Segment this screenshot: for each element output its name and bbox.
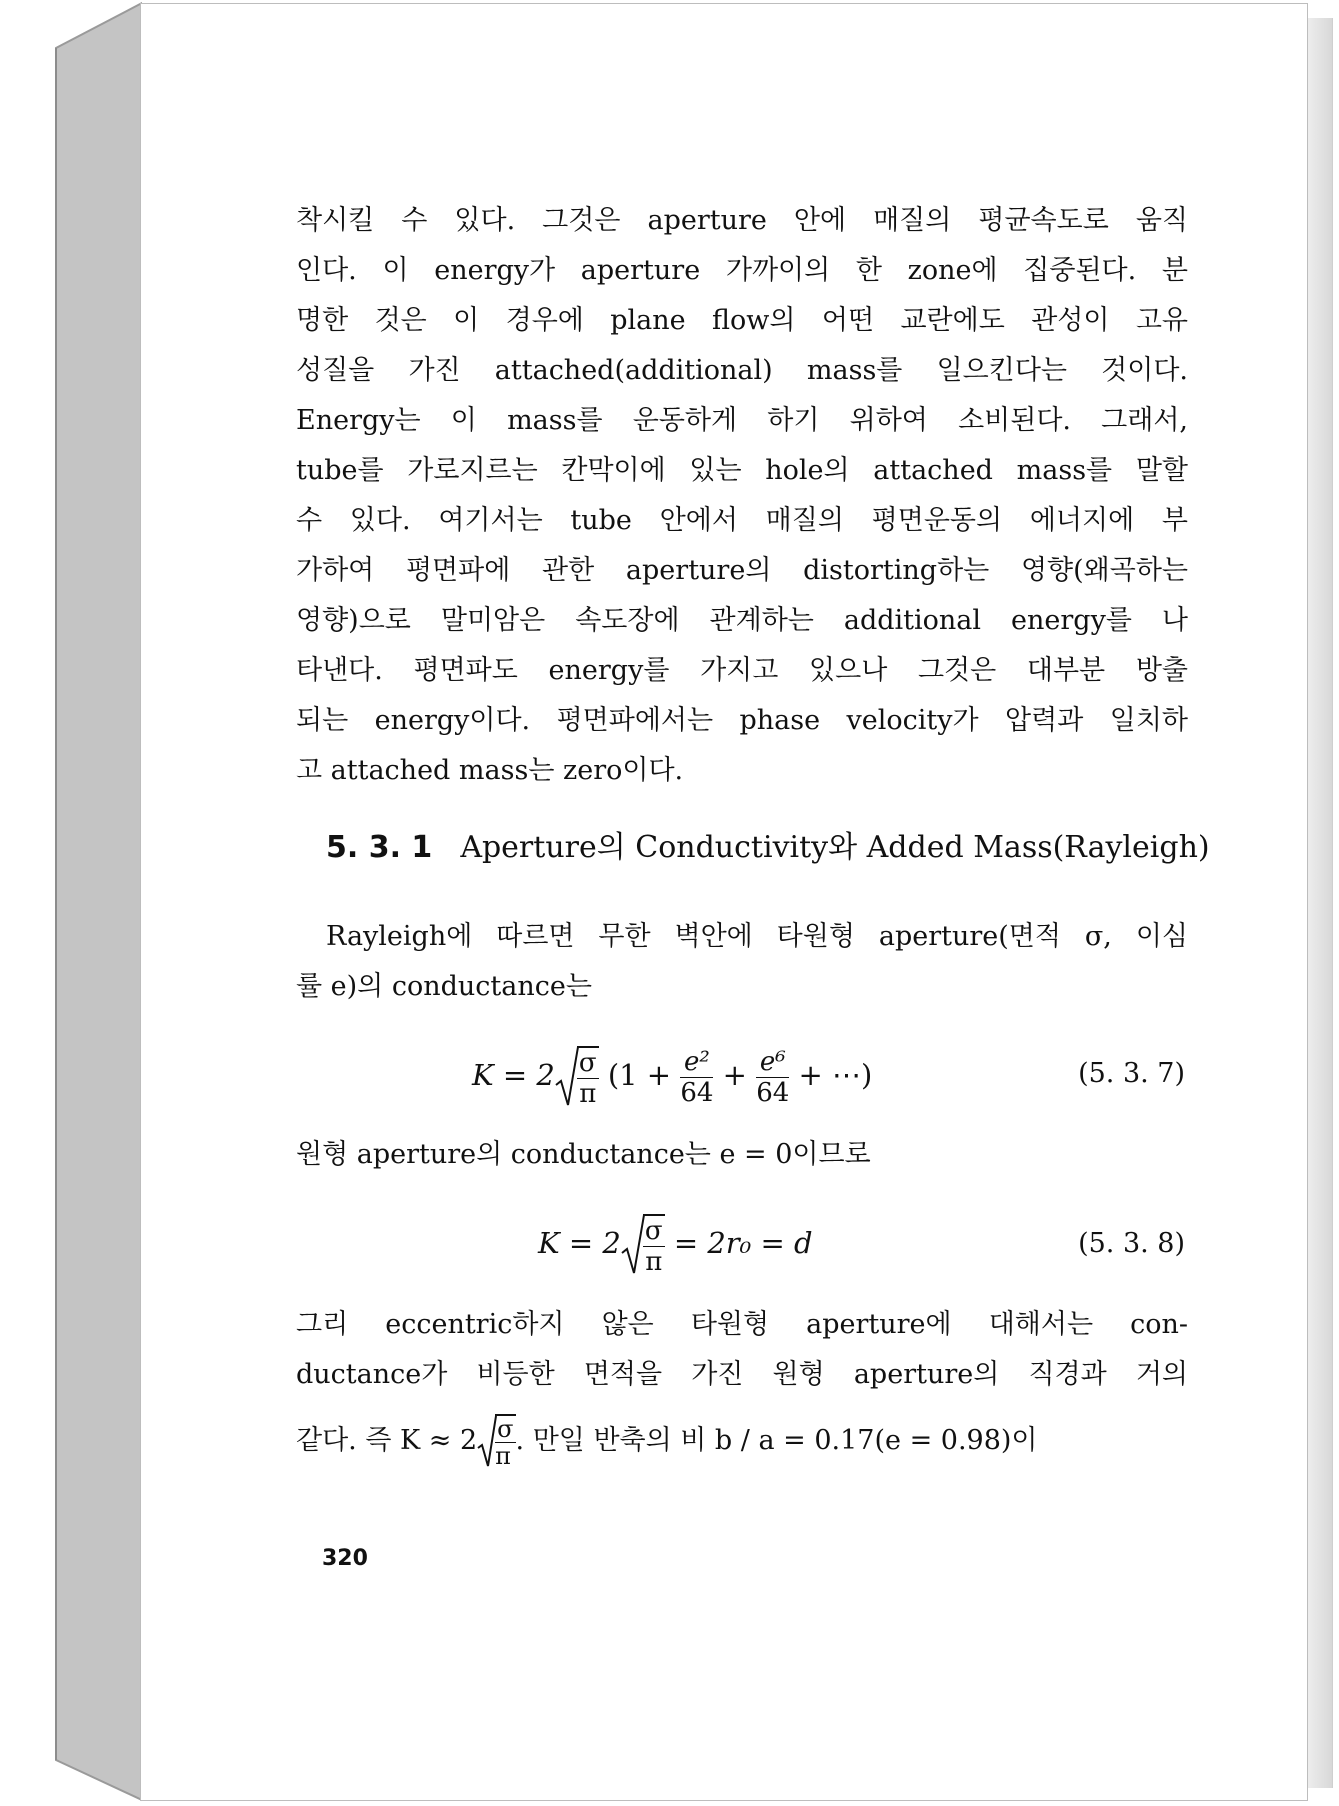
sqrt-symbol <box>555 1045 579 1109</box>
fraction-numerator: σ <box>578 1047 597 1078</box>
text-line: 인다. 이 energy가 aperture 가까이의 한 zone에 집중된다. 분 <box>296 255 1188 286</box>
text-line: Rayleigh에 따르면 무한 벽안에 타원형 aperture(면적 σ, 이심 <box>326 921 1188 952</box>
text-line: 타낸다. 평면파도 energy를 가지고 있으나 그것은 대부분 방출 <box>296 655 1188 686</box>
text-line: ductance가 비등한 면적을 가진 원형 aperture의 직경과 거의 <box>296 1359 1188 1390</box>
fraction-denominator: π <box>495 1442 511 1470</box>
text-line: Energy는 이 mass를 운동하게 하기 위하여 소비된다. 그래서, <box>296 405 1188 436</box>
equation-5-3-8 <box>538 1208 813 1278</box>
page-number: 320 <box>322 1546 368 1571</box>
text-line: 착시킬 수 있다. 그것은 aperture 안에 매질의 평균속도로 움직 <box>296 205 1188 236</box>
fraction-numerator: e⁶ <box>756 1047 789 1078</box>
fraction-numerator: σ <box>497 1415 514 1443</box>
sqrt-fraction <box>577 1046 599 1109</box>
section-number: 5. 3. 1 <box>326 830 433 865</box>
text-line: 고 attached mass는 zero이다. <box>296 755 684 786</box>
section-title: Aperture의 Conductivity와 Added Mass(Rayleigh) <box>460 830 1210 865</box>
equation-lhs: K = 2 <box>538 1226 621 1260</box>
fraction-denominator: 64 <box>680 1077 714 1108</box>
text-line: 성질을 가진 attached(additional) mass를 일으킨다는 것이다. <box>296 355 1188 386</box>
text-line: 수 있다. 여기서는 tube 안에서 매질의 평면운동의 에너지에 부 <box>296 505 1188 536</box>
sqrt-fraction <box>495 1414 515 1469</box>
text-line: 되는 energy이다. 평면파에서는 phase velocity가 압력과 일치하 <box>296 705 1188 736</box>
page-edge <box>1308 18 1333 1788</box>
fraction-denominator: 64 <box>756 1077 790 1108</box>
text-line: tube를 가로지르는 칸막이에 있는 hole의 attached mass를 말할 <box>296 455 1188 486</box>
sqrt-fraction <box>643 1214 665 1277</box>
equation-number: (5. 3. 7) <box>1078 1058 1185 1089</box>
text-line: 명한 것은 이 경우에 plane flow의 어떤 교란에도 관성이 고유 <box>296 305 1188 336</box>
equation-rhs: = 2r₀ = d <box>673 1226 813 1260</box>
text-line: 률 e)의 conductance는 <box>296 971 592 1002</box>
sqrt-symbol <box>621 1213 645 1277</box>
paragraph-eccentric <box>296 1300 1188 1476</box>
fraction <box>756 1047 789 1108</box>
text-line: 그리 eccentric하지 않은 타원형 aperture에 대해서는 con- <box>296 1309 1188 1340</box>
equation-number: (5. 3. 8) <box>1078 1228 1185 1259</box>
equation-open: (1 + <box>607 1058 672 1092</box>
fraction-numerator: σ <box>644 1215 663 1246</box>
equation-lhs: K = 2 <box>472 1058 555 1092</box>
equation-5-3-7 <box>472 1040 872 1110</box>
text-fragment: 같다. 즉 K ≈ 2 <box>296 1425 478 1456</box>
text-line <box>296 1406 1188 1476</box>
fraction-denominator: π <box>579 1078 597 1109</box>
fraction-denominator: π <box>645 1246 663 1277</box>
fraction <box>680 1047 713 1108</box>
text-line: 가하여 평면파에 관한 aperture의 distorting하는 영향(왜곡하는 <box>296 555 1188 586</box>
paragraph-circular <box>296 1130 1188 1180</box>
text-line: 원형 aperture의 conductance는 e = 0이므로 <box>296 1139 871 1170</box>
text-line: 영향)으로 말미암은 속도장에 관계하는 additional energy를 나 <box>296 605 1188 636</box>
paragraph-rayleigh <box>296 912 1188 1012</box>
equation-plus: + <box>722 1058 747 1092</box>
paragraph-intro <box>296 196 1188 796</box>
fraction-numerator: e² <box>680 1047 713 1078</box>
section-heading <box>326 822 1210 866</box>
equation-tail: + ⋯) <box>798 1058 873 1092</box>
book-spine <box>0 0 142 1806</box>
sqrt-symbol <box>477 1414 497 1470</box>
text-fragment: . 만일 반축의 비 b / a = 0.17(e = 0.98)이 <box>515 1425 1038 1456</box>
